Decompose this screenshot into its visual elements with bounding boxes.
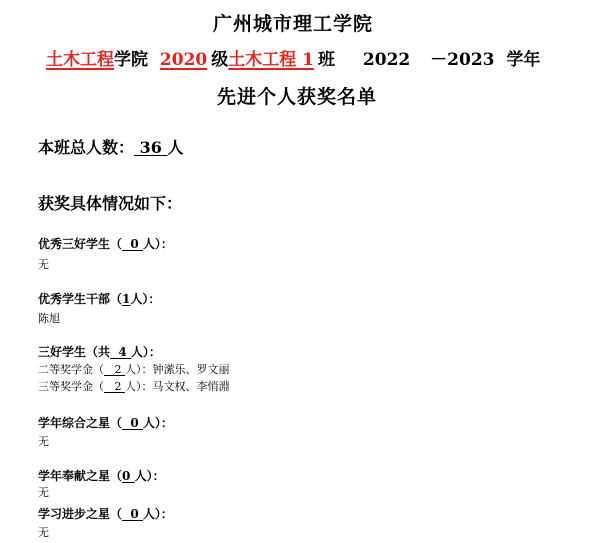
award-three-good-heading: 三好学生（共 4 人）： [38, 345, 161, 359]
award-overall-star-heading: 学年综合之星（ 0 人）： [38, 416, 173, 430]
list-title: 先进个人获奖名单 [217, 86, 378, 108]
academic-year-start: 2022 [362, 50, 411, 70]
award-count: 0 [130, 507, 139, 521]
detail-heading: 获奖具体情况如下： [38, 194, 183, 213]
major-class: 土木工程 1 [228, 50, 314, 70]
class-line [46, 45, 540, 70]
total-label: 本班总人数： [38, 138, 135, 157]
award-progress-star-heading: 学习进步之星（ 0 人）： [38, 507, 173, 521]
award-count: 0 [122, 469, 131, 483]
award-overall-star-names: 无 [38, 435, 49, 448]
award-cadre-heading: 优秀学生干部（1人）： [38, 292, 161, 306]
academic-year-separator: － [430, 50, 448, 70]
award-merit-student-heading: 优秀三好学生（ 0 人）： [38, 237, 173, 251]
award-merit-student-names: 无 [38, 258, 49, 271]
award-dedication-star-heading: 学年奉献之星（0 人）： [38, 469, 165, 483]
grade-suffix: 级 [211, 50, 229, 70]
class-suffix: 班 [318, 50, 335, 70]
award-count: 0 [130, 416, 139, 430]
academic-year-suffix: 学年 [506, 50, 541, 70]
enrollment-year: 2020 [159, 50, 208, 70]
total-unit: 人 [167, 138, 184, 157]
academic-year-end: 2023 [447, 50, 495, 70]
college-name: 土木工程 [46, 50, 114, 70]
award-count: 2 [114, 363, 122, 376]
award-count: 0 [130, 237, 139, 251]
award-second-scholarship: 二等奖学金（ 2 人）：钟潆乐、罗文丽 [38, 363, 230, 376]
class-total [38, 135, 183, 158]
award-count: 4 [118, 345, 127, 359]
college-suffix: 学院 [114, 50, 148, 70]
award-third-scholarship: 三等奖学金（ 2 人）：马文权、李悄淵 [38, 380, 230, 393]
award-cadre-names: 陈旭 [38, 312, 60, 325]
school-name: 广州城市理工学院 [213, 13, 374, 35]
total-value: 36 [139, 138, 162, 157]
award-dedication-star-names: 无 [38, 486, 49, 499]
award-progress-star-names: 无 [38, 526, 49, 539]
award-count: 1 [122, 292, 131, 306]
award-count: 2 [114, 380, 122, 393]
